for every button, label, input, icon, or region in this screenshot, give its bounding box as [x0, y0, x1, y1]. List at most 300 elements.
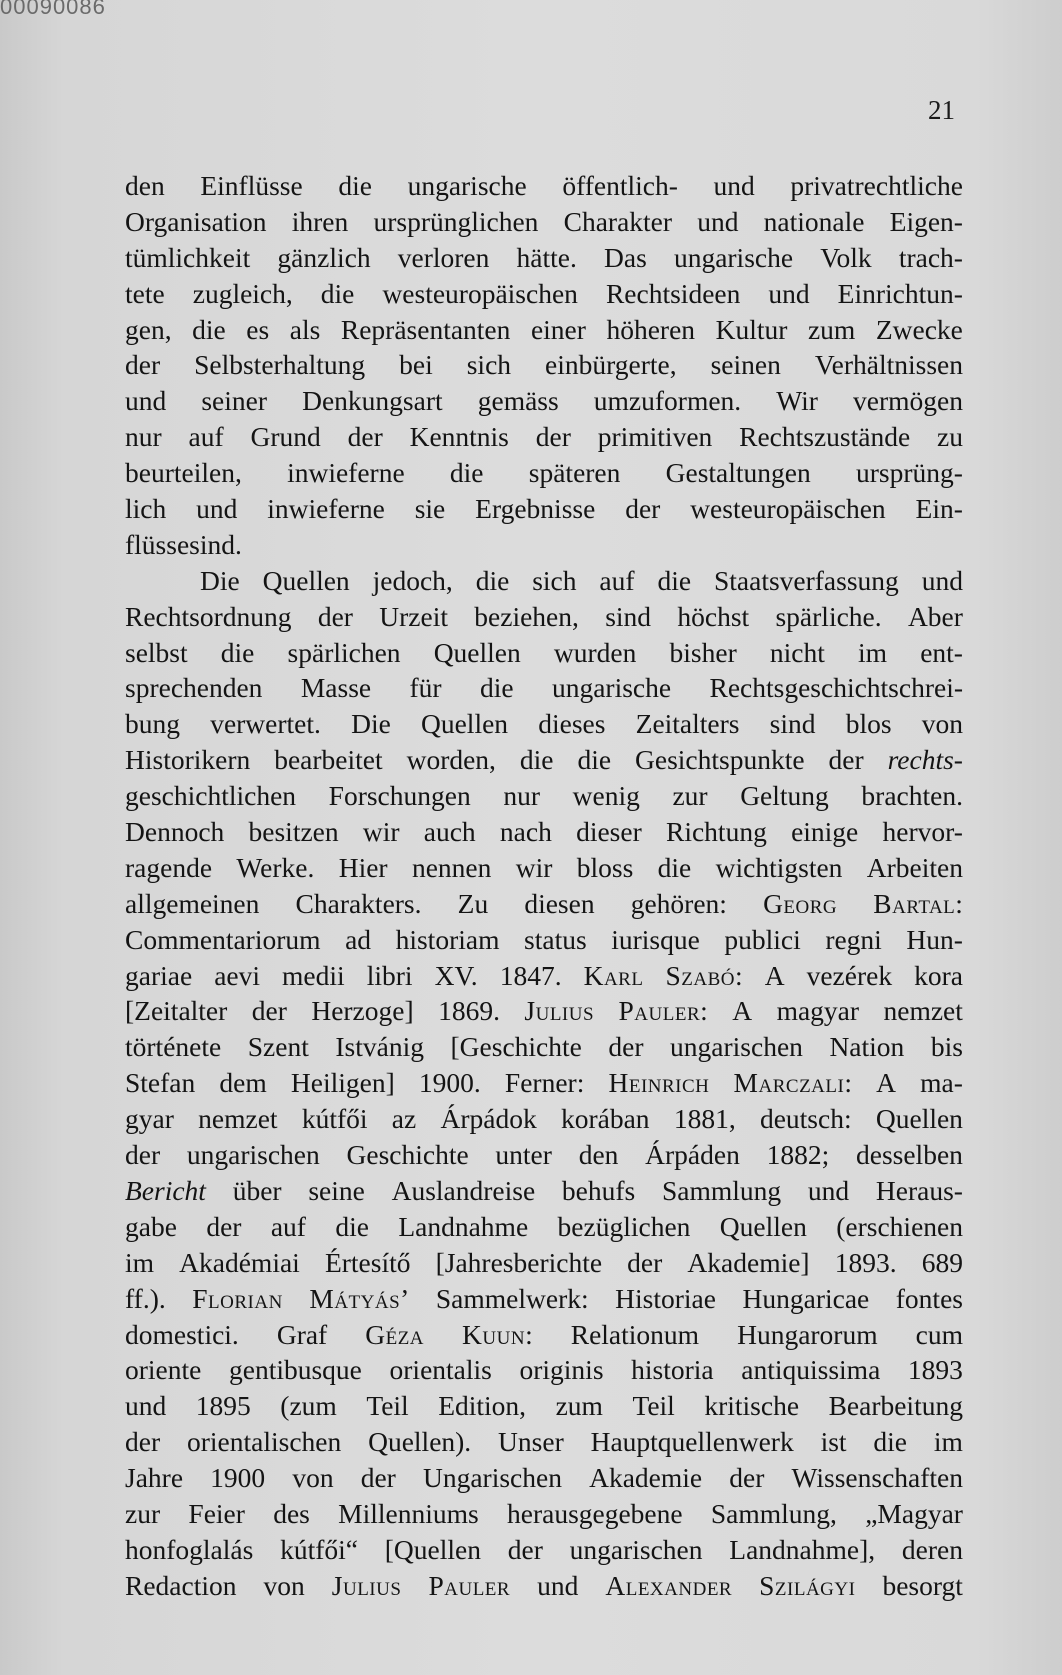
word [508, 1532, 543, 1568]
word-part: und [196, 493, 238, 525]
text-line [125, 778, 963, 814]
word [577, 742, 611, 778]
word [759, 1568, 855, 1604]
word [865, 1496, 963, 1532]
word [410, 419, 509, 455]
word-part: verwertet. [210, 708, 321, 740]
word [125, 778, 296, 814]
word-part: Zu [457, 887, 489, 919]
word [187, 1137, 320, 1173]
word [524, 886, 594, 922]
word-part: dem [219, 1067, 267, 1099]
word [373, 204, 538, 240]
scan-id: 00090086 [0, 0, 106, 19]
word [125, 599, 292, 635]
word-part: der [360, 1462, 396, 1494]
word [214, 958, 260, 994]
word [562, 1173, 635, 1209]
word [277, 240, 370, 276]
word [500, 958, 562, 994]
word [125, 1532, 253, 1568]
word [498, 1424, 564, 1460]
word-part: sie [414, 493, 446, 525]
word [125, 1317, 239, 1353]
word [573, 778, 640, 814]
word [838, 276, 963, 312]
word [309, 1281, 409, 1317]
word-part: Einflüsse [200, 170, 303, 201]
body-text [125, 168, 963, 1604]
word [189, 419, 224, 455]
text-line [125, 670, 963, 706]
word-part: spärlichen [287, 636, 401, 668]
word-part: ent- [920, 636, 963, 668]
word-part: iurisque [611, 923, 700, 955]
word [666, 814, 767, 850]
text-line [125, 455, 963, 491]
word-part: ungarische [551, 672, 672, 704]
word [125, 312, 172, 348]
text-line [125, 1065, 963, 1101]
word-part: einbürgerte, [545, 349, 677, 381]
word-part: westeuropäischen [382, 277, 578, 309]
text-line [125, 1101, 963, 1137]
word-part: der [627, 1246, 663, 1278]
word-part: zum [555, 1390, 603, 1422]
word [188, 1496, 245, 1532]
word [606, 312, 695, 348]
word-part: worden, [406, 744, 496, 776]
word [908, 1352, 963, 1388]
word [125, 527, 189, 563]
word-part: sind [605, 600, 652, 632]
word-part: Landnahme [398, 1210, 529, 1242]
word-part: bisher [669, 636, 737, 668]
word [125, 814, 224, 850]
word-part: bung [125, 708, 180, 740]
word [424, 814, 476, 850]
word-part: und [697, 205, 739, 237]
word-part: Értesítő [324, 1246, 411, 1278]
word [709, 670, 963, 706]
word [338, 168, 372, 204]
word [321, 276, 355, 312]
word-part: nur [503, 780, 541, 812]
word [210, 706, 321, 742]
word [192, 1281, 283, 1317]
word [361, 1460, 396, 1496]
word [505, 1065, 584, 1101]
word [674, 1101, 736, 1137]
word [517, 240, 577, 276]
text-line [125, 1137, 963, 1173]
word [125, 1245, 154, 1281]
word-part: ungarischen [670, 1031, 803, 1063]
word-part: behufs [561, 1174, 636, 1206]
word-part: Heiligen] [290, 1067, 395, 1099]
word [763, 886, 837, 922]
word-part: : [844, 1067, 852, 1099]
word [288, 635, 401, 671]
word-part: Hier [338, 851, 388, 883]
word-part: die [657, 851, 692, 883]
word [571, 1317, 699, 1353]
word-part: deren [901, 1533, 963, 1565]
word-part: gyar [125, 1103, 174, 1135]
word-part: : [700, 995, 708, 1027]
text-line [125, 1388, 963, 1424]
word-part: Zwecke [875, 313, 963, 345]
text-line [125, 1532, 963, 1568]
word [291, 1065, 395, 1101]
word-part: Edition, [438, 1390, 527, 1422]
word-part: hätte. [516, 241, 577, 273]
word [201, 383, 267, 419]
word [537, 1568, 578, 1604]
word [856, 455, 963, 491]
text-line [125, 1281, 963, 1317]
word [876, 312, 963, 348]
word [739, 419, 910, 455]
word-part: 1847. [499, 959, 562, 991]
text-line [125, 1568, 963, 1604]
word [407, 742, 496, 778]
word-part: von [263, 1569, 305, 1601]
word-part: Unser [498, 1426, 564, 1458]
word [821, 1424, 847, 1460]
word-part: Bearbeitung [828, 1390, 963, 1422]
word [263, 563, 350, 599]
word [398, 240, 490, 276]
word [280, 1388, 337, 1424]
word [125, 1460, 183, 1496]
word [125, 635, 188, 671]
word-part: der [251, 995, 287, 1027]
word-part: ma- [920, 1067, 963, 1099]
word-part: korában [560, 1103, 650, 1135]
word-part: lich [125, 493, 167, 525]
word [670, 1029, 803, 1065]
word [604, 240, 647, 276]
word-part: ad [345, 923, 372, 955]
word [434, 635, 521, 671]
word-part: einige [791, 816, 859, 848]
word-part: der [507, 1533, 543, 1565]
word [351, 706, 391, 742]
word [302, 383, 443, 419]
word-part: die [577, 744, 612, 776]
word-part: die [657, 564, 692, 596]
word [858, 635, 887, 671]
word-part: ungarische [407, 170, 527, 201]
word [438, 993, 500, 1029]
word [475, 491, 595, 527]
word-part: die [335, 1210, 369, 1242]
word [672, 778, 707, 814]
word-part: Kenntnis [409, 421, 509, 453]
word-part: der [729, 1462, 765, 1494]
word [765, 958, 785, 994]
word [250, 419, 320, 455]
word-part: und [125, 385, 167, 417]
word-part: und [921, 564, 963, 596]
word-part: und [713, 170, 755, 201]
word-part: spärliche. [775, 600, 882, 632]
word-part: ’ [400, 1282, 410, 1314]
word [125, 1281, 166, 1317]
word [791, 814, 858, 850]
word [125, 1496, 160, 1532]
word-part: kora [914, 959, 963, 991]
word-part: trach- [898, 241, 963, 273]
word-part: bezüglichen [557, 1210, 691, 1242]
word-part: Dennoch [125, 816, 225, 848]
word-part: der [206, 1210, 242, 1242]
word-part: blos [845, 708, 892, 740]
word [125, 1388, 166, 1424]
word-part: Historiae [615, 1282, 716, 1314]
word-part: Julius [331, 1569, 402, 1601]
word-part: der [347, 421, 383, 453]
word [507, 1496, 683, 1532]
word-part: Selbsterhaltung [194, 349, 366, 381]
word [474, 599, 579, 635]
word [125, 886, 259, 922]
word-part: ungarischen [569, 1533, 703, 1565]
word-part: beziehen, [474, 600, 579, 632]
word [366, 1388, 408, 1424]
word-part: (erschienen [836, 1210, 963, 1242]
word-part: sind [769, 708, 816, 740]
word [325, 1245, 411, 1281]
word-part: tete [125, 277, 165, 309]
word [873, 886, 963, 922]
word [419, 1065, 481, 1101]
word-part: Hauptquellenwerk [590, 1426, 794, 1458]
word [290, 312, 321, 348]
word-part: Florian [192, 1282, 283, 1314]
word [365, 1317, 424, 1353]
word-part: domestici. [125, 1318, 239, 1350]
word [233, 1173, 282, 1209]
word [440, 1101, 536, 1137]
word [658, 850, 692, 886]
word-part: Marczali [733, 1067, 845, 1099]
word [398, 1209, 528, 1245]
word [711, 347, 781, 383]
word [339, 850, 388, 886]
word [187, 1424, 341, 1460]
word-part: bloss [576, 851, 634, 883]
word-part: Quellen [420, 708, 509, 740]
word [666, 455, 811, 491]
word-part: ursprünglichen [373, 205, 539, 237]
word-part: 1882; [766, 1139, 830, 1171]
word-part: cum [915, 1318, 963, 1350]
word [902, 1532, 963, 1568]
word [531, 312, 586, 348]
word-part: Rechtsordnung [125, 600, 292, 632]
word [536, 419, 571, 455]
word-part: medii [282, 959, 345, 991]
word-part: Ergebnisse [475, 493, 596, 525]
word-part: Stefan [125, 1067, 196, 1099]
word [396, 922, 500, 958]
word [576, 814, 642, 850]
word-part: Die [200, 564, 240, 596]
text-line [125, 312, 963, 348]
word-part: Pauler [428, 1569, 511, 1601]
word-part: gänzlich [277, 241, 371, 273]
word [524, 922, 587, 958]
word-part: [Geschichte [450, 1031, 582, 1063]
word-part: Ferner: [504, 1067, 585, 1099]
word [777, 993, 859, 1029]
word-part: Denkungsart [302, 385, 443, 417]
word-part: gariae [125, 959, 193, 991]
word [436, 1245, 602, 1281]
word-part: Auslandreise [391, 1174, 536, 1206]
word-part: (zum [280, 1390, 337, 1422]
word-part: 1893. [834, 1246, 897, 1278]
word [690, 491, 885, 527]
word-part: publici [724, 923, 801, 955]
text-line [125, 599, 963, 635]
word-part: gehören: [630, 887, 727, 919]
word-part: Teil [632, 1390, 675, 1422]
word-part: besitzen [248, 816, 339, 848]
word-part: Millenniums [338, 1497, 479, 1529]
word [520, 742, 554, 778]
word [922, 706, 963, 742]
word-part: : [735, 959, 743, 991]
word-part: fontes [895, 1282, 963, 1314]
word-part: selbst [125, 636, 188, 668]
word [125, 276, 165, 312]
word-part: über [232, 1174, 282, 1206]
text-line [125, 1173, 963, 1209]
word [562, 168, 678, 204]
word [876, 1065, 896, 1101]
word [292, 204, 349, 240]
word-part: gentibusque [228, 1354, 362, 1386]
word [922, 563, 963, 599]
word-part: Wir [776, 385, 818, 417]
word-part: Karl [583, 959, 644, 991]
word [379, 599, 448, 635]
word-part: ungarischen [186, 1139, 320, 1171]
word-part: umzuformen. [593, 385, 742, 417]
word [125, 850, 212, 886]
word-part: Relationum [570, 1318, 700, 1350]
word-part: auf [599, 564, 635, 596]
word-part: die [475, 564, 510, 596]
word [277, 1317, 327, 1353]
word [561, 1101, 650, 1137]
word-part: die [873, 1426, 908, 1458]
word [421, 706, 508, 742]
word [882, 1568, 962, 1604]
word [248, 1029, 309, 1065]
word-part: nemzet [883, 995, 963, 1027]
word [529, 455, 621, 491]
word-part: Heraus- [875, 1174, 963, 1206]
word [808, 1173, 849, 1209]
word [737, 1317, 878, 1353]
word [631, 1352, 714, 1388]
word [775, 599, 881, 635]
word-part: auf [188, 421, 224, 453]
word [608, 1065, 709, 1101]
word [462, 1317, 533, 1353]
word [662, 1173, 781, 1209]
word [714, 563, 899, 599]
word [564, 204, 672, 240]
word-part: herausgegebene [507, 1497, 683, 1529]
word-part: magyar [776, 995, 860, 1027]
word [428, 1568, 510, 1604]
word-part: die [449, 457, 484, 489]
word-part: „Magyar [865, 1497, 963, 1529]
word [714, 168, 755, 204]
word-part: ff.). [125, 1282, 166, 1314]
word-part: zum [807, 313, 856, 345]
word-part: es [246, 313, 270, 345]
word [503, 778, 540, 814]
word-part: Rechtsgeschichtschrei- [709, 672, 963, 704]
word-part: Sammlung, [710, 1497, 837, 1529]
word [125, 670, 262, 706]
word-part: die [220, 636, 255, 668]
word [125, 1173, 206, 1209]
word [552, 670, 671, 706]
word [867, 850, 963, 886]
word-part: Árpádok [440, 1103, 537, 1135]
word [687, 1245, 809, 1281]
word-part: Quellen). [368, 1426, 472, 1458]
word-part: Jahre [125, 1462, 184, 1494]
word-part: Forschungen [328, 780, 471, 812]
word [392, 1101, 416, 1137]
word-part: der [608, 1031, 644, 1063]
word [246, 312, 269, 348]
word [192, 312, 226, 348]
word-part: die [479, 672, 514, 704]
word-part: Verhältnissen [814, 349, 963, 381]
word-part: Nation [829, 1031, 905, 1063]
word-part: Volk [820, 241, 872, 273]
word-part: kútfői“ [280, 1533, 358, 1565]
word [125, 383, 166, 419]
word [382, 276, 577, 312]
word [341, 312, 511, 348]
word [876, 1101, 963, 1137]
word-part: höheren [606, 313, 696, 345]
word-part: regni [825, 923, 882, 955]
word [329, 778, 471, 814]
word-part: den [125, 170, 165, 201]
word [770, 706, 816, 742]
word [598, 419, 713, 455]
word [347, 1137, 469, 1173]
word-part: wichtigsten [715, 851, 843, 883]
word-part: Hun- [906, 923, 963, 955]
word-part: gen, [125, 313, 172, 345]
word [198, 1101, 277, 1137]
word [450, 455, 484, 491]
word-part: Akadémiai [179, 1246, 300, 1278]
text-line [125, 742, 963, 778]
